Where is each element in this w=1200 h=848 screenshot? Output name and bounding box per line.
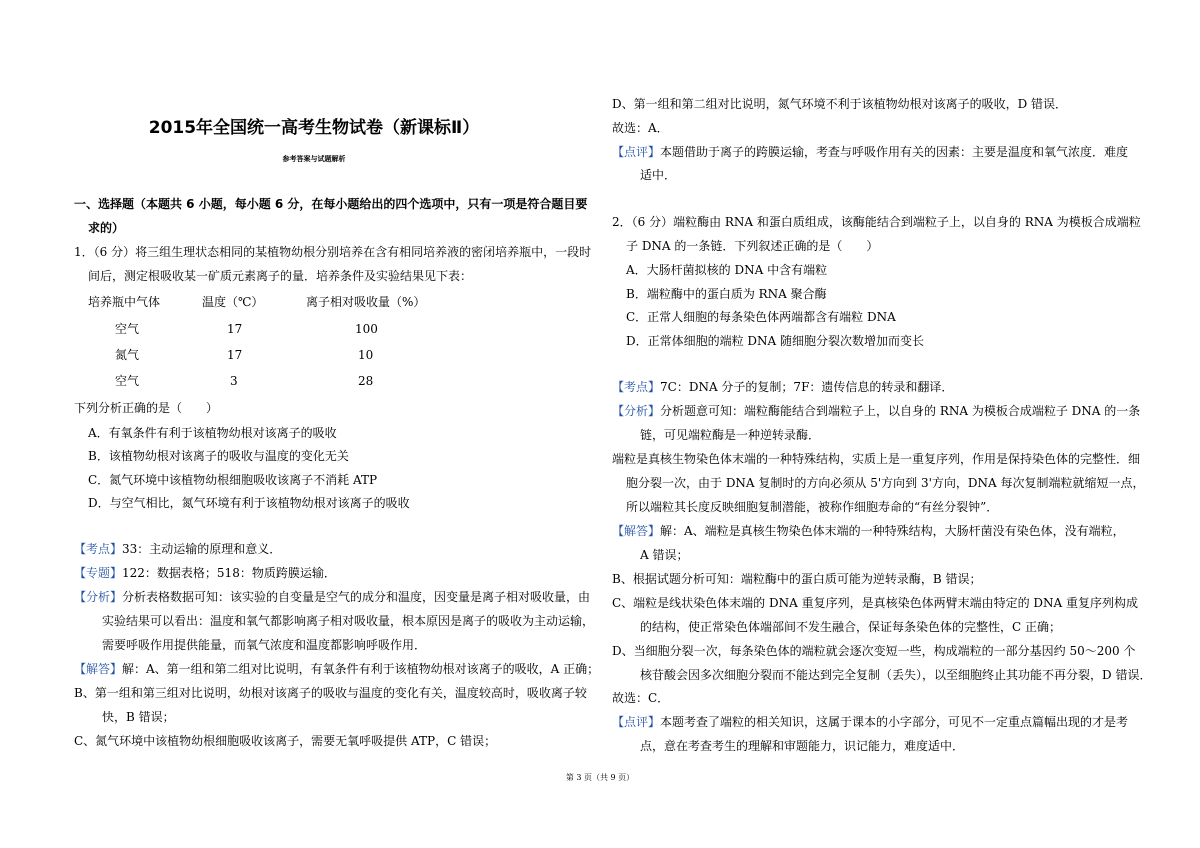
table-header: 离子相对吸收量（%） — [306, 295, 426, 309]
dianping-text: 本题借助于离子的跨膜运输，考查与呼吸作用有关的因素：主要是温度和氧气浓度．难度 — [660, 145, 1129, 159]
q1-kaodian — [74, 541, 281, 557]
q2-dianping — [612, 714, 1128, 730]
table-cell: 3 — [230, 374, 238, 388]
q1-jieda-cont: 快，B 错误； — [102, 710, 175, 724]
q1-question: 下列分析正确的是（ ） — [74, 401, 219, 415]
q1-jieda — [74, 661, 599, 677]
dianping-tag: 【点评】 — [612, 715, 661, 729]
zhuanti-tag: 【专题】 — [74, 566, 123, 580]
kaodian-tag: 【考点】 — [74, 542, 123, 556]
table-cell: 28 — [358, 374, 374, 388]
q2-option-d: D．正常体细胞的端粒 DNA 随细胞分裂次数增加而变长 — [626, 334, 925, 348]
section-heading-cont: 求的） — [88, 221, 125, 235]
q1-fenxi — [74, 589, 590, 605]
kaodian-text: 7C：DNA 分子的复制；7F：遗传信息的转录和翻译． — [660, 380, 954, 394]
q2-fenxi — [612, 403, 1140, 419]
fenxi-text: 分析题意可知：端粒酶能结合到端粒子上，以自身的 RNA 为模板合成端粒子 DNA 的一条 — [660, 404, 1141, 418]
q1-zhuanti — [74, 565, 336, 581]
q1-option-a: A．有氧条件有利于该植物幼根对该离子的吸收 — [88, 426, 337, 440]
q2-dianping-cont: 点，意在考查考生的理解和审题能力，识记能力，难度适中． — [640, 739, 965, 753]
q1-fenxi-cont: 实验结果可以看出：温度和氧气都影响离子相对吸收量，根本原因是离子的吸收为主动运输， — [102, 614, 595, 628]
fenxi-tag: 【分析】 — [612, 404, 661, 418]
q2-jieda-cont: D、当细胞分裂一次，每条染色体的端粒就会逐次变短一些，构成端粒的一部分基因约 50～200 个 — [612, 644, 1136, 658]
q1-dianping — [612, 144, 1128, 160]
jieda-text: 解：A、端粒是真核生物染色体末端的一种特殊结构，大肠杆菌没有染色体，没有端粒， — [660, 524, 1125, 538]
q2-jieda-cont: B、根据试题分析可知：端粒酶中的蛋白质可能为逆转录酶，B 错误； — [612, 572, 982, 586]
q1-option-c: C．氮气环境中该植物幼根细胞吸收该离子不消耗 ATP — [88, 473, 378, 487]
dianping-tag: 【点评】 — [612, 145, 661, 159]
q1-answer: 故选：A． — [612, 121, 669, 135]
q2-fenxi-cont: 所以端粒其长度反映细胞复制潜能，被称作细胞寿命的“有丝分裂钟”． — [626, 500, 999, 514]
q2-option-c: C．正常人细胞的每条染色体两端都含有端粒 DNA — [626, 310, 896, 324]
q2-fenxi-cont: 链，可见端粒酶是一种逆转录酶． — [640, 428, 821, 442]
zhuanti-text: 122：数据表格；518：物质跨膜运输． — [122, 566, 336, 580]
q2-answer: 故选：C． — [612, 691, 670, 705]
table-cell: 17 — [227, 322, 243, 336]
q2-fenxi-cont: 端粒是真核生物染色体末端的一种特殊结构，实质上是一重复序列，作用是保持染色体的完整性．细 — [612, 452, 1141, 466]
fenxi-text: 分析表格数据可知：该实验的自变量是空气的成分和温度，因变量是离子相对吸收量，由 — [122, 590, 591, 604]
q2-kaodian — [612, 379, 953, 395]
q2-jieda-cont: 核苷酸会因多次细胞分裂而不能达到完全复制（丢失），以至细胞终止其功能不再分裂，D 错误． — [640, 668, 1152, 682]
q2-jieda-cont: A 错误； — [640, 548, 689, 562]
table-header: 温度（℃） — [202, 295, 264, 309]
kaodian-text: 33：主动运输的原理和意义． — [122, 542, 282, 556]
q1-dianping-cont: 适中． — [640, 168, 677, 182]
q1-fenxi-cont: 需要呼吸作用提供能量，而氧气浓度和温度都影响呼吸作用． — [102, 638, 427, 652]
q1-option-d: D．与空气相比，氮气环境有利于该植物幼根对该离子的吸收 — [88, 496, 410, 510]
fenxi-tag: 【分析】 — [74, 590, 123, 604]
q2-stem: 2．（6 分）端粒酶由 RNA 和蛋白质组成，该酶能结合到端粒子上，以自身的 RNA 为模板合成端粒 — [612, 215, 1141, 229]
kaodian-tag: 【考点】 — [612, 380, 661, 394]
section-heading: 一、选择题（本题共 6 小题，每小题 6 分，在每小题给出的四个选项中，只有一项是符合题目要 — [74, 197, 588, 211]
table-cell: 氮气 — [115, 348, 140, 362]
q1-stem: 1．（6 分）将三组生理状态相同的某植物幼根分别培养在含有相同培养液的密闭培养瓶中，一段时 — [74, 245, 592, 259]
jieda-tag: 【解答】 — [74, 662, 123, 676]
q2-stem-cont: 子 DNA 的一条链．下列叙述正确的是（ ） — [626, 239, 879, 253]
table-cell: 100 — [355, 322, 378, 336]
q2-option-a: A．大肠杆菌拟核的 DNA 中含有端粒 — [626, 263, 828, 277]
q2-jieda-cont: C、端粒是线状染色体末端的 DNA 重复序列，是真核染色体两臂末端由特定的 DNA 重复序列构成 — [612, 596, 1139, 610]
q2-jieda-cont: 的结构，使正常染色体端部间不发生融合，保证每条染色体的完整性，C 正确； — [640, 620, 1061, 634]
q1-jieda-cont: B、第一组和第三组对比说明，幼根对该离子的吸收与温度的变化有关，温度较高时，吸收离子较 — [74, 686, 587, 700]
dianping-text: 本题考查了端粒的相关知识，这属于课本的小字部分，可见不一定重点篇幅出现的才是考 — [660, 715, 1129, 729]
jieda-text: 解：A、第一组和第二组对比说明，有氧条件有利于该植物幼根对该离子的吸收，A 正确； — [122, 662, 600, 676]
q1-option-b: B．该植物幼根对该离子的吸收与温度的变化无关 — [88, 449, 349, 463]
table-cell: 空气 — [115, 322, 140, 336]
table-cell: 空气 — [115, 374, 140, 388]
q2-jieda — [612, 523, 1125, 539]
q1-jieda-cont: D、第一组和第二组对比说明，氮气环境不利于该植物幼根对该离子的吸收，D 错误． — [612, 97, 1068, 111]
page-number: 第 3 页（共 9 页） — [565, 773, 635, 782]
q1-jieda-cont: C、氮气环境中该植物幼根细胞吸收该离子，需要无氧呼吸提供 ATP，C 错误； — [74, 734, 497, 748]
page-title: 2015年全国统一高考生物试卷（新课标Ⅱ） — [148, 118, 480, 138]
table-header: 培养瓶中气体 — [88, 295, 161, 309]
q2-option-b: B．端粒酶中的蛋白质为 RNA 聚合酶 — [626, 287, 827, 301]
q1-stem-cont: 间后，测定根吸收某一矿质元素离子的量．培养条件及实验结果见下表： — [88, 269, 473, 283]
table-cell: 17 — [227, 348, 243, 362]
q2-fenxi-cont: 胞分裂一次，由于 DNA 复制时的方向必须从 5'方向到 3'方向，DNA 每次复制端粒就缩短一点， — [626, 476, 1145, 490]
page-subtitle: 参考答案与试题解析 — [282, 155, 346, 163]
jieda-tag: 【解答】 — [612, 524, 661, 538]
table-cell: 10 — [358, 348, 374, 362]
